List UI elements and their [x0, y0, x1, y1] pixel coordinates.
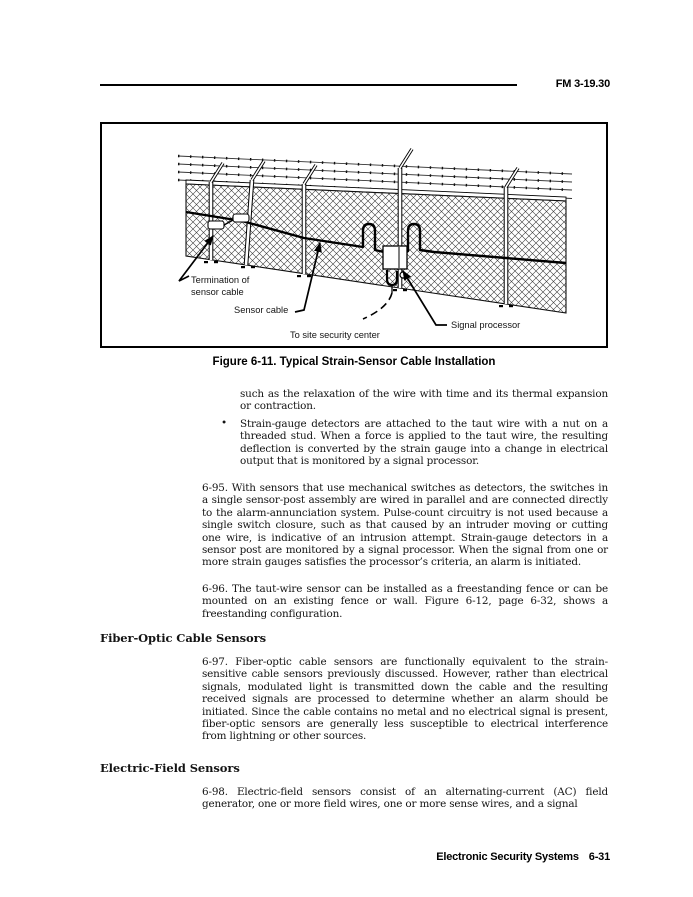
header-rule — [100, 84, 517, 86]
cable-terminator — [233, 214, 249, 222]
bullet-continuation-text: such as the relaxation of the wire with time and its thermal expansion or contraction. — [240, 388, 608, 413]
footer-title: Electronic Security Systems — [436, 851, 579, 863]
figure-caption: Figure 6-11. Typical Strain-Sensor Cable Installation — [212, 356, 496, 368]
document-code: FM 3-19.30 — [555, 78, 610, 90]
label-termination-line2: sensor cable — [191, 287, 244, 297]
label-sensor-cable: Sensor cable — [234, 305, 289, 315]
to-site-dashed-line — [363, 293, 392, 319]
page-footer — [436, 851, 610, 863]
bullet-item-text: Strain-gauge detectors are attached to the taut wire with a nut on a threaded stud. When a force is applied to the taut wire, the resulting deflection is converted by the strain gauge into a change in electrical output that is monitored by a signal processor. — [240, 418, 608, 468]
heading-fiber-optic-cable-sensors: Fiber-Optic Cable Sensors — [100, 631, 266, 645]
cable-terminator — [208, 221, 224, 229]
footer-page-number: 6-31 — [588, 851, 610, 863]
paragraph-6-97: 6-97. Fiber-optic cable sensors are functionally equivalent to the strain-sensitive cable sensors previously discussed. However, rather than electrical signals, modulated light is transmitted down the cable and the resulting received signals are processed to determine whether an alarm should be initiated. Since the cable contains no metal and no electrical signal is present, fiber-optic sensors are generally less susceptible to electrical interference from lightning or other sources. — [202, 656, 608, 743]
bullet-marker: • — [221, 417, 228, 429]
label-to-site: To site security center — [290, 330, 380, 340]
paragraph-6-98: 6-98. Electric-field sensors consist of an alternating-current (AC) field generator, one or more field wires, one or more sense wires, and a signal — [202, 786, 608, 811]
paragraph-6-96: 6-96. The taut-wire sensor can be installed as a freestanding fence or can be mounted on an existing fence or wall. Figure 6-12, page 6-32, shows a freestanding configuration. — [202, 583, 608, 620]
figure-box — [100, 122, 608, 348]
label-signal-processor: Signal processor — [451, 320, 521, 330]
paragraph-6-95: 6-95. With sensors that use mechanical switches as detectors, the switches in a single sensor-post assembly are wired in parallel and are connected directly to the alarm-annunciation system. Pulse-count circuitry is not used because a single switch closure, such as that caused by an intruder moving or cutting one wire, is indicative of an intrusion attempt. Strain-gauge detectors in a sensor post are monitored by a signal processor. When the signal from one or more strain gauges satisfies the processor’s criteria, an alarm is initiated. — [202, 482, 608, 569]
signal-processor-box — [383, 246, 407, 269]
heading-electric-field-sensors: Electric-Field Sensors — [100, 761, 240, 775]
figure-illustration — [102, 124, 606, 346]
label-termination-line1: Termination of — [191, 275, 250, 285]
